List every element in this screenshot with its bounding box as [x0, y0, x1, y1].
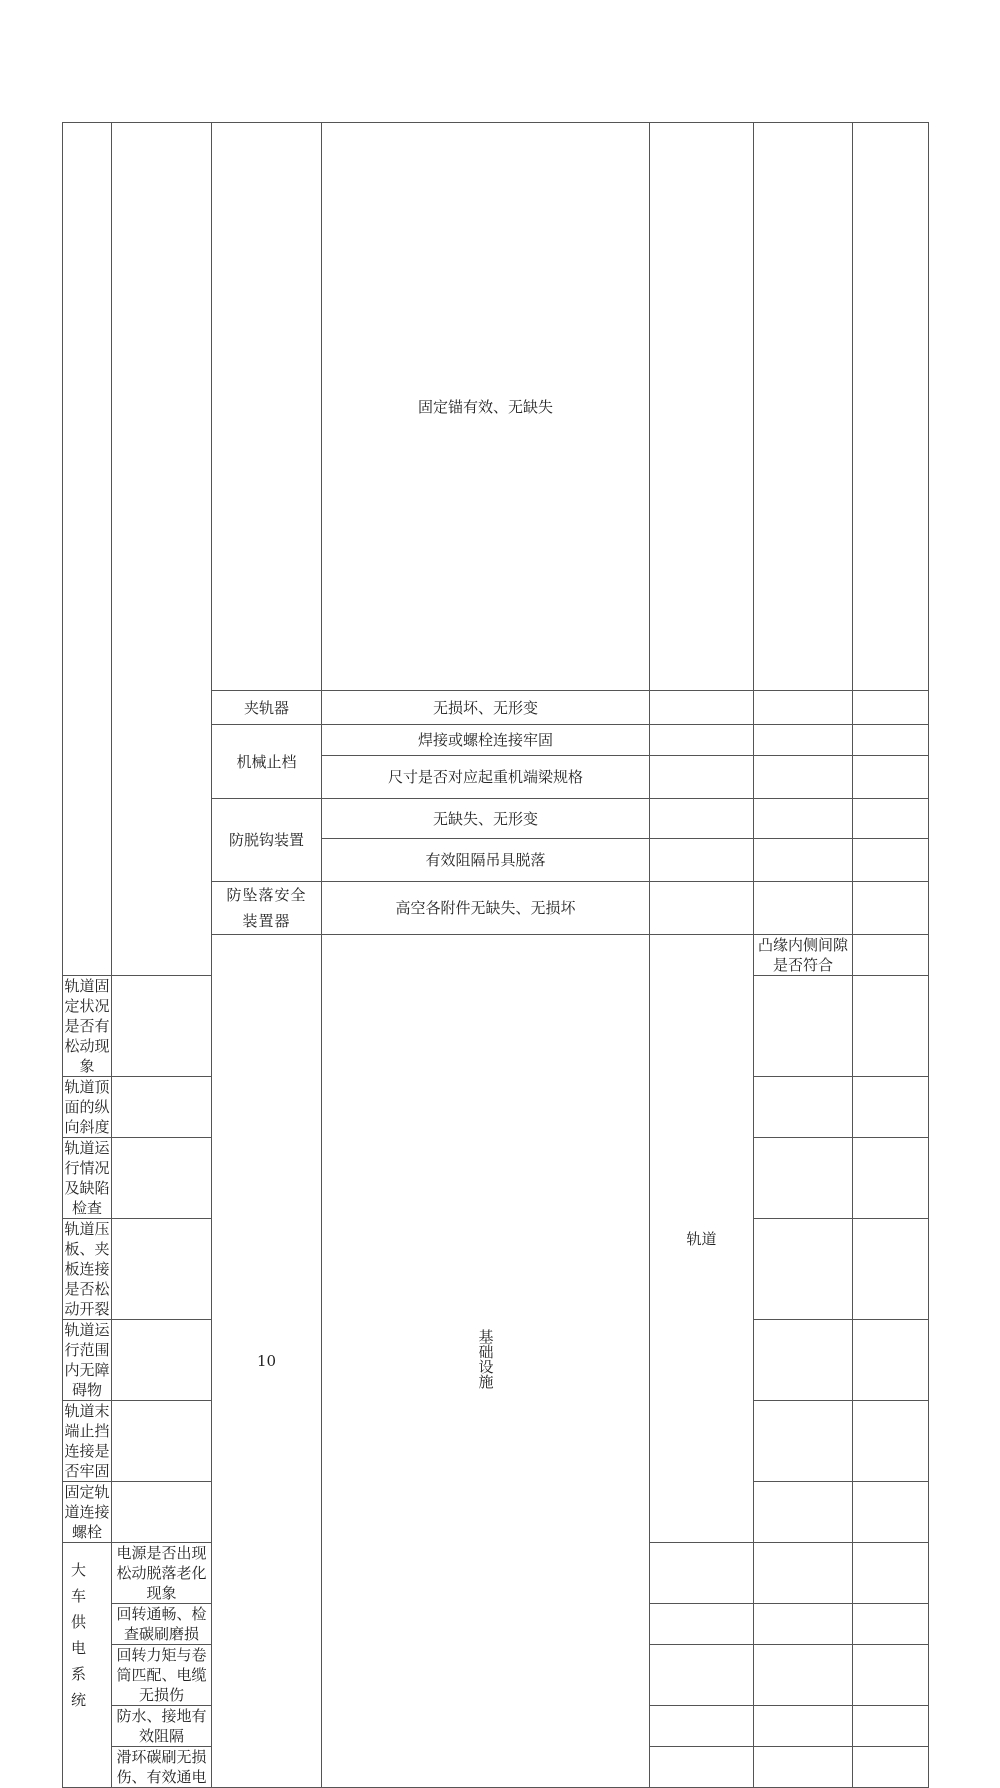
check-cell: [63, 1482, 112, 1543]
result-cell[interactable]: [650, 882, 754, 935]
result-cell[interactable]: [650, 1706, 754, 1747]
signature-cell[interactable]: [853, 1645, 929, 1706]
check-cell: [63, 976, 112, 1077]
check-text: 无损坏、无形变: [432, 698, 538, 717]
check-cell: [63, 1077, 112, 1138]
remark-cell[interactable]: [754, 976, 853, 1077]
item-name-line2: 电系统: [71, 1639, 97, 1709]
section-number: 10: [256, 1352, 277, 1370]
check-cell: [63, 1219, 112, 1320]
signature-cell[interactable]: [853, 799, 929, 839]
check-cell: [112, 1543, 212, 1604]
result-cell[interactable]: [112, 1320, 212, 1401]
signature-cell[interactable]: [853, 1138, 929, 1219]
result-cell[interactable]: [650, 799, 754, 839]
result-cell[interactable]: [650, 725, 754, 756]
inspection-table: [62, 122, 929, 1788]
remark-cell[interactable]: [754, 691, 853, 725]
item-name-line1: 大车供: [71, 1561, 109, 1631]
check-text: 固定锚有效、无缺失: [417, 397, 553, 416]
check-text: 回转力矩与卷筒匹配、电缆无损伤: [116, 1646, 207, 1704]
signature-cell[interactable]: [853, 1401, 929, 1482]
category-text: 基础设施: [476, 1328, 495, 1389]
check-cell: [322, 756, 650, 799]
remark-cell[interactable]: [754, 839, 853, 882]
signature-cell[interactable]: [853, 725, 929, 756]
signature-cell[interactable]: [853, 1747, 929, 1788]
result-cell[interactable]: [853, 935, 929, 976]
remark-cell[interactable]: [754, 1219, 853, 1320]
remark-cell[interactable]: [754, 1747, 853, 1788]
table-row: [63, 123, 929, 691]
check-text: 轨道末端止挡连接是否牢固: [64, 1402, 110, 1480]
check-cell: [112, 1604, 212, 1645]
check-text: 焊接或螺栓连接牢固: [417, 731, 553, 749]
result-cell[interactable]: [112, 1138, 212, 1219]
check-text: 回转通畅、检查碳刷磨损: [116, 1605, 207, 1643]
number-cell: [212, 935, 322, 1788]
check-text: 轨道顶面的纵向斜度: [64, 1078, 110, 1136]
check-text: 无缺失、无形变: [432, 809, 538, 828]
item-name-cell: [212, 123, 322, 691]
check-text: 滑环碳刷无损伤、有效通电: [116, 1748, 207, 1786]
remark-cell[interactable]: [754, 756, 853, 799]
remark-cell[interactable]: [754, 1543, 853, 1604]
check-cell: [112, 1747, 212, 1788]
signature-cell[interactable]: [853, 839, 929, 882]
result-cell[interactable]: [112, 976, 212, 1077]
check-text: 有效阻隔吊具脱落: [425, 851, 546, 869]
check-cell: [322, 799, 650, 839]
signature-cell[interactable]: [853, 1077, 929, 1138]
result-cell[interactable]: [650, 691, 754, 725]
item-name-text: 轨道: [686, 1229, 717, 1248]
remark-cell[interactable]: [754, 1401, 853, 1482]
signature-cell[interactable]: [853, 1543, 929, 1604]
check-cell: [112, 1706, 212, 1747]
check-text: 凸缘内侧间隙是否符合: [757, 936, 848, 974]
signature-cell[interactable]: [853, 691, 929, 725]
result-cell[interactable]: [650, 1645, 754, 1706]
item-name-text: 夹轨器: [243, 698, 289, 717]
result-cell[interactable]: [112, 1077, 212, 1138]
signature-cell[interactable]: [853, 976, 929, 1077]
item-name-cell: [212, 882, 322, 935]
result-cell[interactable]: [650, 839, 754, 882]
signature-cell[interactable]: [853, 1219, 929, 1320]
signature-cell[interactable]: [853, 882, 929, 935]
signature-cell[interactable]: [853, 1706, 929, 1747]
check-text: 高空各附件无缺失、无损坏: [395, 899, 576, 917]
check-text: 轨道压板、夹板连接是否松动开裂: [64, 1220, 110, 1318]
category-cell: [322, 935, 650, 1788]
result-cell[interactable]: [650, 756, 754, 799]
remark-cell[interactable]: [754, 1138, 853, 1219]
result-cell[interactable]: [112, 1482, 212, 1543]
check-cell: [112, 1645, 212, 1706]
remark-cell[interactable]: [754, 725, 853, 756]
item-name-line2: 装置器: [242, 912, 291, 930]
signature-cell[interactable]: [853, 756, 929, 799]
check-cell: [322, 882, 650, 935]
remark-cell[interactable]: [754, 1320, 853, 1401]
signature-cell[interactable]: [853, 1482, 929, 1543]
check-text: 电源是否出现松动脱落老化现象: [116, 1544, 207, 1602]
item-name-cell: [212, 799, 322, 882]
remark-cell[interactable]: [754, 1077, 853, 1138]
check-cell: [322, 839, 650, 882]
remark-cell[interactable]: [754, 799, 853, 839]
check-cell: [754, 935, 853, 976]
remark-cell[interactable]: [754, 1482, 853, 1543]
result-cell[interactable]: [650, 123, 754, 691]
result-cell[interactable]: [112, 1401, 212, 1482]
item-name-line1: 防坠落安全: [226, 886, 307, 904]
check-cell: [322, 725, 650, 756]
check-cell: [63, 1138, 112, 1219]
item-name-cell: [212, 691, 322, 725]
item-name-cell: [63, 1543, 112, 1788]
item-name-cell: [212, 725, 322, 799]
check-text: 轨道固定状况是否有松动现象: [64, 977, 110, 1075]
result-cell[interactable]: [650, 1604, 754, 1645]
remark-cell[interactable]: [754, 882, 853, 935]
category-cell: [112, 123, 212, 976]
remark-cell[interactable]: [754, 1645, 853, 1706]
item-name-cell: [650, 935, 754, 1543]
signature-cell[interactable]: [853, 123, 929, 691]
result-cell[interactable]: [650, 1747, 754, 1788]
check-text: 防水、接地有效阻隔: [116, 1707, 207, 1745]
check-text: 轨道运行情况及缺陷检查: [64, 1139, 110, 1217]
item-name-text: 机械止档: [236, 752, 297, 771]
item-name-text: 防脱钩装置: [228, 831, 304, 849]
result-cell[interactable]: [650, 1543, 754, 1604]
check-text: 尺寸是否对应起重机端梁规格: [387, 768, 583, 786]
remark-cell[interactable]: [754, 123, 853, 691]
check-cell: [63, 1320, 112, 1401]
remark-cell[interactable]: [754, 1604, 853, 1645]
check-text: 固定轨道连接螺栓: [64, 1483, 110, 1541]
check-text: 轨道运行范围内无障碍物: [64, 1321, 110, 1399]
remark-cell[interactable]: [754, 1706, 853, 1747]
signature-cell[interactable]: [853, 1320, 929, 1401]
signature-cell[interactable]: [853, 1604, 929, 1645]
result-cell[interactable]: [112, 1219, 212, 1320]
check-cell: [63, 1401, 112, 1482]
number-cell: [63, 123, 112, 976]
check-cell: [322, 691, 650, 725]
check-cell: [322, 123, 650, 691]
